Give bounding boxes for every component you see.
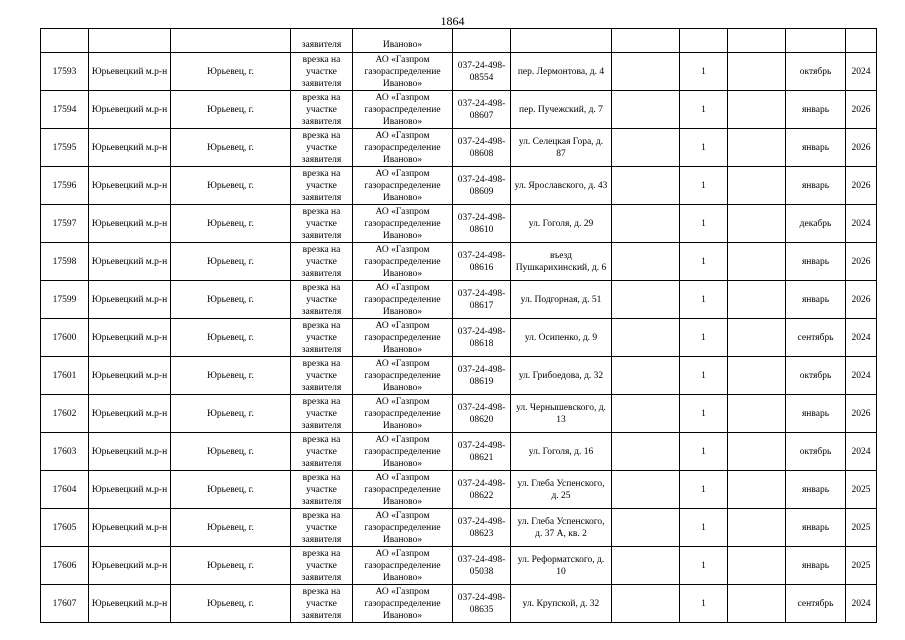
cell-address: ул. Гоголя, д. 29 xyxy=(511,205,612,243)
cell-qty: 1 xyxy=(680,243,728,281)
cell-blank-2 xyxy=(728,585,786,623)
table-row xyxy=(41,53,877,91)
cell-month: октябрь xyxy=(786,53,846,91)
cell-type: врезка на участке заявителя xyxy=(291,433,353,471)
cell-type: врезка на участке заявителя xyxy=(291,585,353,623)
cell-code: 037-24-498-08617 xyxy=(453,281,511,319)
cell-year: 2026 xyxy=(846,281,877,319)
cell-blank-1 xyxy=(612,53,680,91)
cell-address: ул. Грибоедова, д. 32 xyxy=(511,357,612,395)
cell-month: январь xyxy=(786,167,846,205)
table-row xyxy=(41,509,877,547)
cell-type: врезка на участке заявителя xyxy=(291,319,353,357)
cell-blank-2 xyxy=(728,471,786,509)
cell-code: 037-24-498-05038 xyxy=(453,547,511,585)
cell-year: 2024 xyxy=(846,585,877,623)
cell-id: 17597 xyxy=(41,205,89,243)
cell-address: ул. Глеба Успенского, д. 25 xyxy=(511,471,612,509)
cell-type: врезка на участке заявителя xyxy=(291,395,353,433)
cell-blank-1 xyxy=(612,433,680,471)
cell-type: врезка на участке заявителя xyxy=(291,53,353,91)
cell-code: 037-24-498-08608 xyxy=(453,129,511,167)
table-row xyxy=(41,319,877,357)
cell-year xyxy=(846,29,877,53)
cell-type: врезка на участке заявителя xyxy=(291,509,353,547)
cell-org: АО «Газпром газораспределение Иваново» xyxy=(353,205,453,243)
cell-address: ул. Чернышевского, д. 13 xyxy=(511,395,612,433)
cell-district: Юрьевецкий м.р-н xyxy=(89,585,171,623)
cell-qty: 1 xyxy=(680,433,728,471)
cell-year: 2024 xyxy=(846,319,877,357)
cell-blank-2 xyxy=(728,205,786,243)
cell-city: Юрьевец, г. xyxy=(171,395,291,433)
cell-type: врезка на участке заявителя xyxy=(291,357,353,395)
cell-address: ул. Крупской, д. 32 xyxy=(511,585,612,623)
cell-address: ул. Реформатского, д. 10 xyxy=(511,547,612,585)
cell-district: Юрьевецкий м.р-н xyxy=(89,471,171,509)
cell-district: Юрьевецкий м.р-н xyxy=(89,395,171,433)
cell-qty: 1 xyxy=(680,129,728,167)
cell-type: врезка на участке заявителя xyxy=(291,547,353,585)
cell-city: Юрьевец, г. xyxy=(171,91,291,129)
cell-code: 037-24-498-08616 xyxy=(453,243,511,281)
cell-type: заявителя xyxy=(291,29,353,53)
cell-district: Юрьевецкий м.р-н xyxy=(89,243,171,281)
table-row xyxy=(41,471,877,509)
cell-blank-2 xyxy=(728,547,786,585)
table-row xyxy=(41,243,877,281)
cell-district: Юрьевецкий м.р-н xyxy=(89,357,171,395)
cell-district: Юрьевецкий м.р-н xyxy=(89,91,171,129)
table-row xyxy=(41,167,877,205)
cell-district: Юрьевецкий м.р-н xyxy=(89,53,171,91)
cell-district: Юрьевецкий м.р-н xyxy=(89,167,171,205)
cell-id: 17600 xyxy=(41,319,89,357)
cell-qty: 1 xyxy=(680,205,728,243)
cell-org: АО «Газпром газораспределение Иваново» xyxy=(353,395,453,433)
cell-address xyxy=(511,29,612,53)
table-row xyxy=(41,433,877,471)
cell-year: 2026 xyxy=(846,243,877,281)
cell-city: Юрьевец, г. xyxy=(171,167,291,205)
cell-city: Юрьевец, г. xyxy=(171,471,291,509)
cell-blank-1 xyxy=(612,243,680,281)
cell-blank-1 xyxy=(612,281,680,319)
cell-qty: 1 xyxy=(680,585,728,623)
cell-address: пер. Лермонтова, д. 4 xyxy=(511,53,612,91)
cell-blank-2 xyxy=(728,509,786,547)
cell-type: врезка на участке заявителя xyxy=(291,129,353,167)
cell-code: 037-24-498-08635 xyxy=(453,585,511,623)
cell-org: АО «Газпром газораспределение Иваново» xyxy=(353,91,453,129)
cell-code: 037-24-498-08622 xyxy=(453,471,511,509)
cell-qty xyxy=(680,29,728,53)
cell-city: Юрьевец, г. xyxy=(171,319,291,357)
registry-table xyxy=(40,28,877,623)
cell-district: Юрьевецкий м.р-н xyxy=(89,547,171,585)
cell-district: Юрьевецкий м.р-н xyxy=(89,319,171,357)
cell-blank-1 xyxy=(612,319,680,357)
cell-address: ул. Селецкая Гора, д. 87 xyxy=(511,129,612,167)
cell-month: январь xyxy=(786,471,846,509)
cell-year: 2024 xyxy=(846,53,877,91)
cell-blank-1 xyxy=(612,471,680,509)
cell-type: врезка на участке заявителя xyxy=(291,167,353,205)
cell-id: 17602 xyxy=(41,395,89,433)
cell-id: 17603 xyxy=(41,433,89,471)
cell-org: АО «Газпром газораспределение Иваново» xyxy=(353,281,453,319)
cell-month: январь xyxy=(786,547,846,585)
cell-city: Юрьевец, г. xyxy=(171,281,291,319)
cell-blank-1 xyxy=(612,357,680,395)
cell-month: январь xyxy=(786,129,846,167)
cell-id xyxy=(41,29,89,53)
cell-address: ул. Глеба Успенского, д. 37 А, кв. 2 xyxy=(511,509,612,547)
cell-code: 037-24-498-08623 xyxy=(453,509,511,547)
cell-code: 037-24-498-08554 xyxy=(453,53,511,91)
cell-district: Юрьевецкий м.р-н xyxy=(89,509,171,547)
cell-blank-1 xyxy=(612,91,680,129)
cell-year: 2025 xyxy=(846,471,877,509)
cell-org: АО «Газпром газораспределение Иваново» xyxy=(353,585,453,623)
cell-city: Юрьевец, г. xyxy=(171,433,291,471)
cell-qty: 1 xyxy=(680,53,728,91)
cell-address: ул. Осипенко, д. 9 xyxy=(511,319,612,357)
cell-qty: 1 xyxy=(680,471,728,509)
cell-id: 17598 xyxy=(41,243,89,281)
cell-code: 037-24-498-08610 xyxy=(453,205,511,243)
cell-org: Иваново» xyxy=(353,29,453,53)
cell-blank-1 xyxy=(612,167,680,205)
cell-blank-1 xyxy=(612,395,680,433)
cell-qty: 1 xyxy=(680,91,728,129)
cell-district: Юрьевецкий м.р-н xyxy=(89,205,171,243)
table-row xyxy=(41,395,877,433)
cell-month xyxy=(786,29,846,53)
cell-blank-1 xyxy=(612,585,680,623)
cell-org: АО «Газпром газораспределение Иваново» xyxy=(353,319,453,357)
cell-id: 17604 xyxy=(41,471,89,509)
cell-city: Юрьевец, г. xyxy=(171,53,291,91)
cell-address: ул. Ярославского, д. 43 xyxy=(511,167,612,205)
cell-org: АО «Газпром газораспределение Иваново» xyxy=(353,129,453,167)
cell-code xyxy=(453,29,511,53)
cell-city: Юрьевец, г. xyxy=(171,129,291,167)
table-row xyxy=(41,205,877,243)
cell-year: 2026 xyxy=(846,91,877,129)
cell-blank-1 xyxy=(612,205,680,243)
cell-year: 2024 xyxy=(846,433,877,471)
cell-org: АО «Газпром газораспределение Иваново» xyxy=(353,509,453,547)
cell-org: АО «Газпром газораспределение Иваново» xyxy=(353,357,453,395)
table-row xyxy=(41,129,877,167)
cell-year: 2025 xyxy=(846,509,877,547)
cell-month: октябрь xyxy=(786,357,846,395)
cell-id: 17601 xyxy=(41,357,89,395)
cell-org: АО «Газпром газораспределение Иваново» xyxy=(353,243,453,281)
cell-district: Юрьевецкий м.р-н xyxy=(89,433,171,471)
cell-blank-2 xyxy=(728,129,786,167)
cell-blank-2 xyxy=(728,319,786,357)
cell-org: АО «Газпром газораспределение Иваново» xyxy=(353,53,453,91)
cell-month: январь xyxy=(786,281,846,319)
cell-district xyxy=(89,29,171,53)
cell-month: январь xyxy=(786,91,846,129)
cell-qty: 1 xyxy=(680,357,728,395)
cell-code: 037-24-498-08618 xyxy=(453,319,511,357)
cell-id: 17607 xyxy=(41,585,89,623)
cell-year: 2025 xyxy=(846,547,877,585)
cell-city: Юрьевец, г. xyxy=(171,585,291,623)
cell-blank-2 xyxy=(728,91,786,129)
cell-id: 17606 xyxy=(41,547,89,585)
cell-blank-2 xyxy=(728,243,786,281)
cell-qty: 1 xyxy=(680,167,728,205)
table-row xyxy=(41,547,877,585)
cell-city: Юрьевец, г. xyxy=(171,357,291,395)
cell-address: ул. Подгорная, д. 51 xyxy=(511,281,612,319)
table-row xyxy=(41,357,877,395)
cell-city: Юрьевец, г. xyxy=(171,509,291,547)
cell-org: АО «Газпром газораспределение Иваново» xyxy=(353,471,453,509)
cell-year: 2024 xyxy=(846,357,877,395)
cell-code: 037-24-498-08620 xyxy=(453,395,511,433)
cell-address: ул. Гоголя, д. 16 xyxy=(511,433,612,471)
cell-month: сентябрь xyxy=(786,585,846,623)
cell-address: пер. Пучежский, д. 7 xyxy=(511,91,612,129)
cell-org: АО «Газпром газораспределение Иваново» xyxy=(353,167,453,205)
cell-code: 037-24-498-08609 xyxy=(453,167,511,205)
cell-blank-2 xyxy=(728,433,786,471)
cell-city: Юрьевец, г. xyxy=(171,547,291,585)
cell-year: 2024 xyxy=(846,205,877,243)
table-row xyxy=(41,91,877,129)
cell-code: 037-24-498-08619 xyxy=(453,357,511,395)
cell-year: 2026 xyxy=(846,395,877,433)
cell-district: Юрьевецкий м.р-н xyxy=(89,281,171,319)
cell-year: 2026 xyxy=(846,167,877,205)
cell-type: врезка на участке заявителя xyxy=(291,471,353,509)
cell-id: 17599 xyxy=(41,281,89,319)
cell-month: январь xyxy=(786,243,846,281)
cell-year: 2026 xyxy=(846,129,877,167)
cell-blank-1 xyxy=(612,547,680,585)
cell-id: 17596 xyxy=(41,167,89,205)
cell-org: АО «Газпром газораспределение Иваново» xyxy=(353,547,453,585)
cell-blank-2 xyxy=(728,357,786,395)
cell-code: 037-24-498-08621 xyxy=(453,433,511,471)
cell-month: январь xyxy=(786,395,846,433)
cell-month: октябрь xyxy=(786,433,846,471)
cell-qty: 1 xyxy=(680,319,728,357)
cell-qty: 1 xyxy=(680,281,728,319)
registry-body xyxy=(41,29,877,623)
cell-id: 17593 xyxy=(41,53,89,91)
cell-blank-1 xyxy=(612,29,680,53)
cell-blank-1 xyxy=(612,129,680,167)
cell-blank-2 xyxy=(728,395,786,433)
cell-address: въезд Пушкарихинский, д. 6 xyxy=(511,243,612,281)
table-row xyxy=(41,585,877,623)
cell-district: Юрьевецкий м.р-н xyxy=(89,129,171,167)
cell-month: январь xyxy=(786,509,846,547)
cell-blank-2 xyxy=(728,167,786,205)
cell-qty: 1 xyxy=(680,395,728,433)
cell-city: Юрьевец, г. xyxy=(171,243,291,281)
cell-id: 17594 xyxy=(41,91,89,129)
cell-qty: 1 xyxy=(680,547,728,585)
cell-city: Юрьевец, г. xyxy=(171,205,291,243)
cell-qty: 1 xyxy=(680,509,728,547)
cell-month: декабрь xyxy=(786,205,846,243)
continued-row xyxy=(41,29,877,53)
table-row xyxy=(41,281,877,319)
cell-blank-1 xyxy=(612,509,680,547)
cell-blank-2 xyxy=(728,53,786,91)
cell-org: АО «Газпром газораспределение Иваново» xyxy=(353,433,453,471)
cell-code: 037-24-498-08607 xyxy=(453,91,511,129)
cell-blank-2 xyxy=(728,281,786,319)
cell-type: врезка на участке заявителя xyxy=(291,281,353,319)
cell-city xyxy=(171,29,291,53)
cell-id: 17595 xyxy=(41,129,89,167)
page-number: 1864 xyxy=(440,14,465,28)
cell-month: сентябрь xyxy=(786,319,846,357)
cell-type: врезка на участке заявителя xyxy=(291,91,353,129)
cell-type: врезка на участке заявителя xyxy=(291,205,353,243)
cell-blank-2 xyxy=(728,29,786,53)
cell-id: 17605 xyxy=(41,509,89,547)
cell-type: врезка на участке заявителя xyxy=(291,243,353,281)
